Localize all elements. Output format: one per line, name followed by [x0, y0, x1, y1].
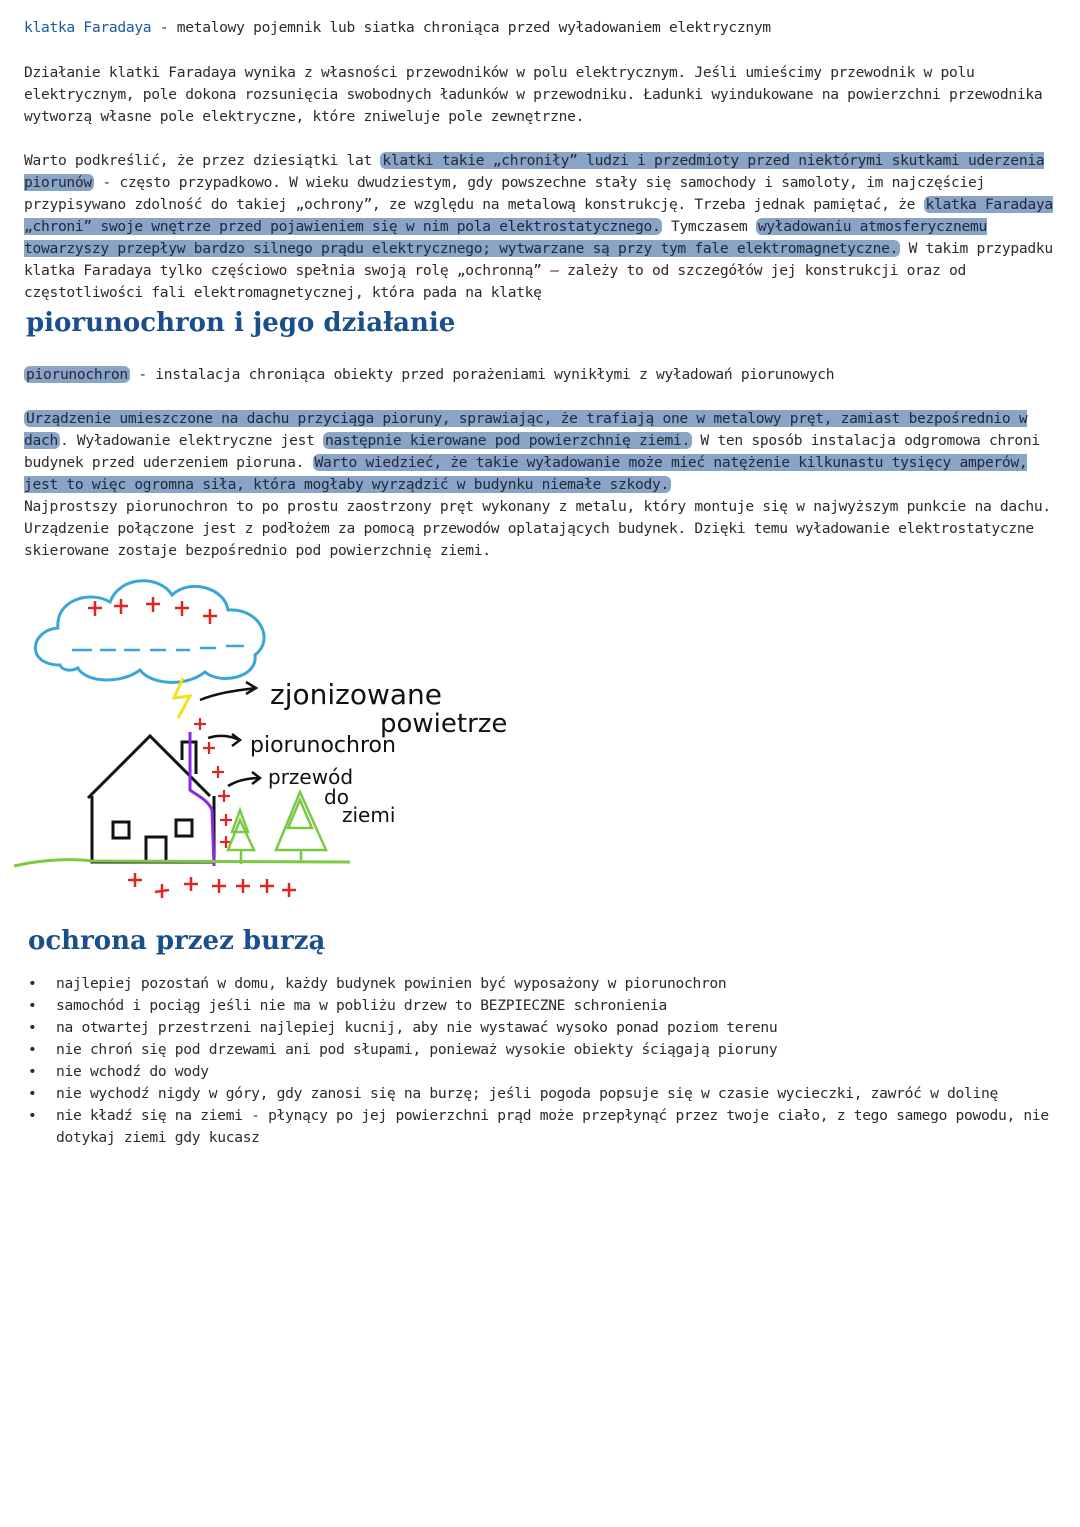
highlight: klatki takie „chroniły” ludzi i przedmioty przed niektórymi skutkami uderzenia piorunów: [24, 152, 1045, 191]
list-item: • na otwartej przestrzeni najlepiej kucnij, aby nie wystawać wysoko ponad poziom terenu: [24, 1017, 1054, 1039]
highlight: wyładowaniu atmosferycznemu towarzyszy przepływ bardzo silnego prądu elektrycznego; wytwarzane są przy tym fale elektromagnetyczne.: [24, 218, 987, 257]
label-lightning-rod: piorunochron: [250, 733, 396, 758]
highlight: Warto wiedzieć, że takie wyładowanie może mieć natężenie kilkunastu tysięcy amperów, jest to więc ogromna siła, która mogłaby wyrządzić w budynku niemałe szkody.: [24, 454, 1028, 493]
faraday-paragraph-2: [24, 150, 1060, 304]
text-run: W takim przypadku klatka Faradaya tylko częściowo spełnia swoją rolę „ochronną” — zależy to od szczegółów jej konstrukcji oraz od częstotliwości fali elektromagnetycznej, która pada na klatkę: [24, 240, 1053, 301]
highlight: klatka Faradaya „chroni” swoje wnętrze przed pojawieniem się w nim pola elektrostatycznego.: [24, 196, 1053, 235]
lightning-bolt-icon: [174, 678, 190, 718]
arrow-icon: [228, 772, 260, 786]
label-wire-1: przewód: [268, 765, 354, 789]
lightning-rod-paragraph-2: Najprostszy piorunochron to po prostu zaostrzony pręt wykonany z metalu, który montuje się w najwyższym punkcie na dachu. Urządzenie połączone jest z podłożem za pomocą przewodów oplatających budynek. Dzięki temu wyładowanie elektrostatyczne skierowane zostaje bezpośrednio pod powierzchnię ziemi.: [24, 498, 1051, 559]
lightning-rod-wire: [190, 732, 214, 866]
tree-icon: [228, 792, 326, 864]
list-item: • nie chroń się pod drzewami ani pod słupami, ponieważ wysokie obiekty ściągają pioruny: [24, 1039, 1054, 1061]
text-run: Warto podkreślić, że przez dziesiątki lat: [24, 152, 381, 169]
lightning-rod-term: piorunochron: [26, 366, 128, 383]
label-ionized-air-2: powietrze: [380, 709, 508, 739]
text-run: Tymczasem: [662, 218, 756, 235]
text-run: - często przypadkowo. W wieku dwudziestym, gdy powszechne stały się samochody i samoloty, im najczęściej przypisywano zdolność do takiej „ochrony”, ze względu na metalową konstrukcję. Trzeba jednak pamiętać, że: [24, 174, 985, 213]
highlight: następnie kierowane pod powierzchnię ziemi.: [325, 432, 690, 449]
ground-line: [14, 860, 350, 866]
cloud-icon: [35, 581, 264, 683]
lightning-rod-heading: piorunochron i jego działanie: [26, 308, 456, 338]
arrow-icon: [200, 682, 256, 700]
label-wire-3: ziemi: [342, 803, 396, 827]
label-wire-2: do: [324, 785, 349, 809]
faraday-term: klatka Faradaya: [24, 19, 152, 36]
lightning-rod-definition: [24, 364, 1060, 386]
list-item: • nie wychodź nigdy w góry, gdy zanosi się na burzę; jeśli pogoda popsuje się w czasie wycieczki, zawróć w dolinę: [24, 1083, 1054, 1105]
storm-tips-list: [24, 973, 1054, 1149]
highlight: Urządzenie umieszczone na dachu przyciąga pioruny, sprawiając, że trafiają one w metalowy pręt, zamiast bezpośrednio w dach: [24, 410, 1028, 449]
list-item: • nie kładź się na ziemi - płynący po jej powierzchni prąd może przepłynąć przez twoje ciało, z tego samego powodu, nie dotykaj ziemi gdy kucasz: [24, 1105, 1054, 1149]
list-item: • samochód i pociąg jeśli nie ma w pobliżu drzew to BEZPIECZNE schronienia: [24, 995, 1054, 1017]
list-item: • nie wchodź do wody: [24, 1061, 1054, 1083]
ground-positive-charges: [128, 873, 296, 898]
faraday-paragraph-1: Działanie klatki Faradaya wynika z własności przewodników w polu elektrycznym. Jeśli umieścimy przewodnik w polu elektrycznym, pole dokona rozsunięcia swobodnych ładunków w przewodniku. Ładunki wyindukowane na powierzchni przewodnika wytworzą własne pole elektryczne, które zniweluje pole zewnętrzne.: [24, 64, 1043, 125]
lightning-rod-definition-text: - instalacja chroniąca obiekty przed porażeniami wynikłymi z wyładowań piorunowych: [129, 366, 835, 383]
house-icon: [88, 736, 214, 862]
faraday-definition-text: - metalowy pojemnik lub siatka chroniąca przed wyładowaniem elektrycznym: [151, 19, 771, 36]
label-ionized-air-1: zjonizowane: [270, 678, 442, 711]
cloud-negative-charges: [72, 646, 244, 650]
faraday-definition: [24, 17, 1060, 39]
storm-heading: ochrona przez burzą: [28, 926, 326, 956]
list-item: • najlepiej pozostań w domu, każdy budynek powinien być wyposażony w piorunochron: [24, 973, 1054, 995]
lightning-rod-sketch: [0, 560, 560, 910]
text-run: . Wyładowanie elektryczne jest: [59, 432, 324, 449]
lightning-rod-paragraph-1: [24, 408, 1060, 496]
text-run: W ten sposób instalacja odgromowa chroni budynek przed uderzeniem pioruna.: [24, 432, 1040, 471]
arrow-icon: [208, 734, 240, 746]
